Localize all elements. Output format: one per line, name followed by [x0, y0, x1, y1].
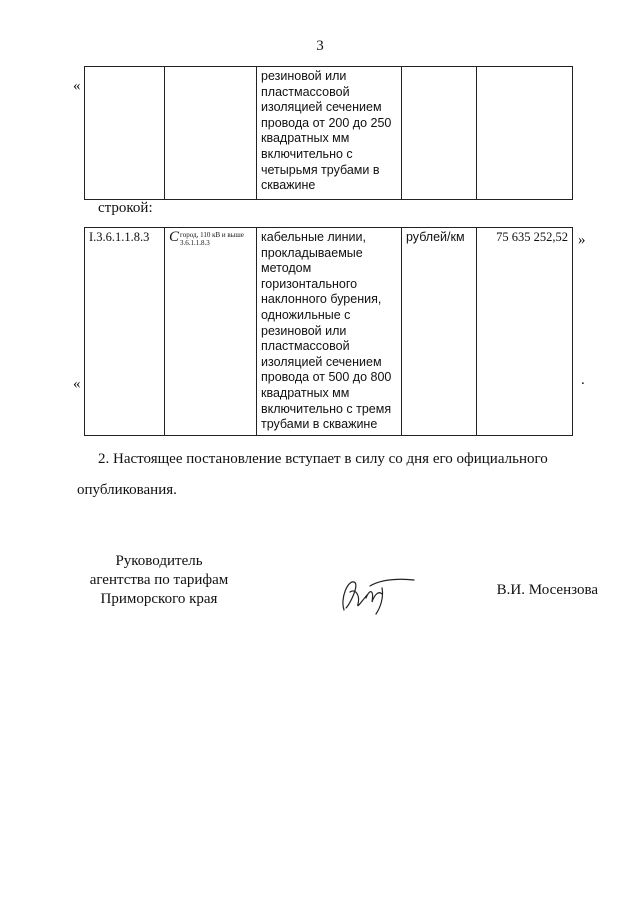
title-line-1: Руководитель [115, 553, 203, 569]
code-cell: I.3.6.1.1.8.3 [85, 228, 165, 436]
title-line-3: Приморского края [100, 591, 218, 607]
close-quote: » [578, 232, 586, 248]
period-mark: . [581, 372, 585, 388]
tariff-table-bottom [84, 227, 573, 436]
title-line-2: агентства по тарифам [89, 572, 229, 588]
signatory-title [84, 552, 234, 609]
open-quote-top: « [73, 78, 81, 94]
formula-cell [165, 228, 257, 436]
paragraph-line-1: 2. Настоящее постановление вступает в силу со дня его официального [98, 451, 548, 467]
table-row [85, 228, 573, 436]
code-cell [85, 67, 165, 200]
effective-date-paragraph [77, 444, 594, 506]
signatory-name: В.И. Мосензова [496, 582, 598, 598]
replacement-label: строкой: [98, 200, 153, 216]
formula-subscript: 3.6.1.1.8.3 [180, 239, 210, 247]
description-cell: резиновой или пластмассовой изоляцией сечением провода от 200 до 250 квадратных мм включительно с четырьмя трубами в скважине [257, 67, 402, 200]
tariff-table-top [84, 66, 573, 200]
value-cell [477, 67, 573, 200]
value-cell: 75 635 252,52 [477, 228, 573, 436]
description-cell: кабельные линии, прокладываемые методом горизонтального наклонного бурения, одножильные с резиновой или пластмассовой изоляцией сечением провода от 500 до 800 квадратных мм включительно с тремя трубами в скважине [257, 228, 402, 436]
page-number: 3 [316, 38, 324, 54]
open-quote-bottom: « [73, 376, 81, 392]
formula-indices [180, 231, 244, 247]
paragraph-line-2: опубликования. [77, 482, 177, 498]
handwritten-signature [330, 568, 420, 618]
unit-cell: рублей/км [402, 228, 477, 436]
table-row [85, 67, 573, 200]
unit-cell [402, 67, 477, 200]
formula-symbol: C [169, 229, 180, 245]
formula-superscript: город, 110 кВ и выше [180, 231, 244, 239]
formula-cell [165, 67, 257, 200]
